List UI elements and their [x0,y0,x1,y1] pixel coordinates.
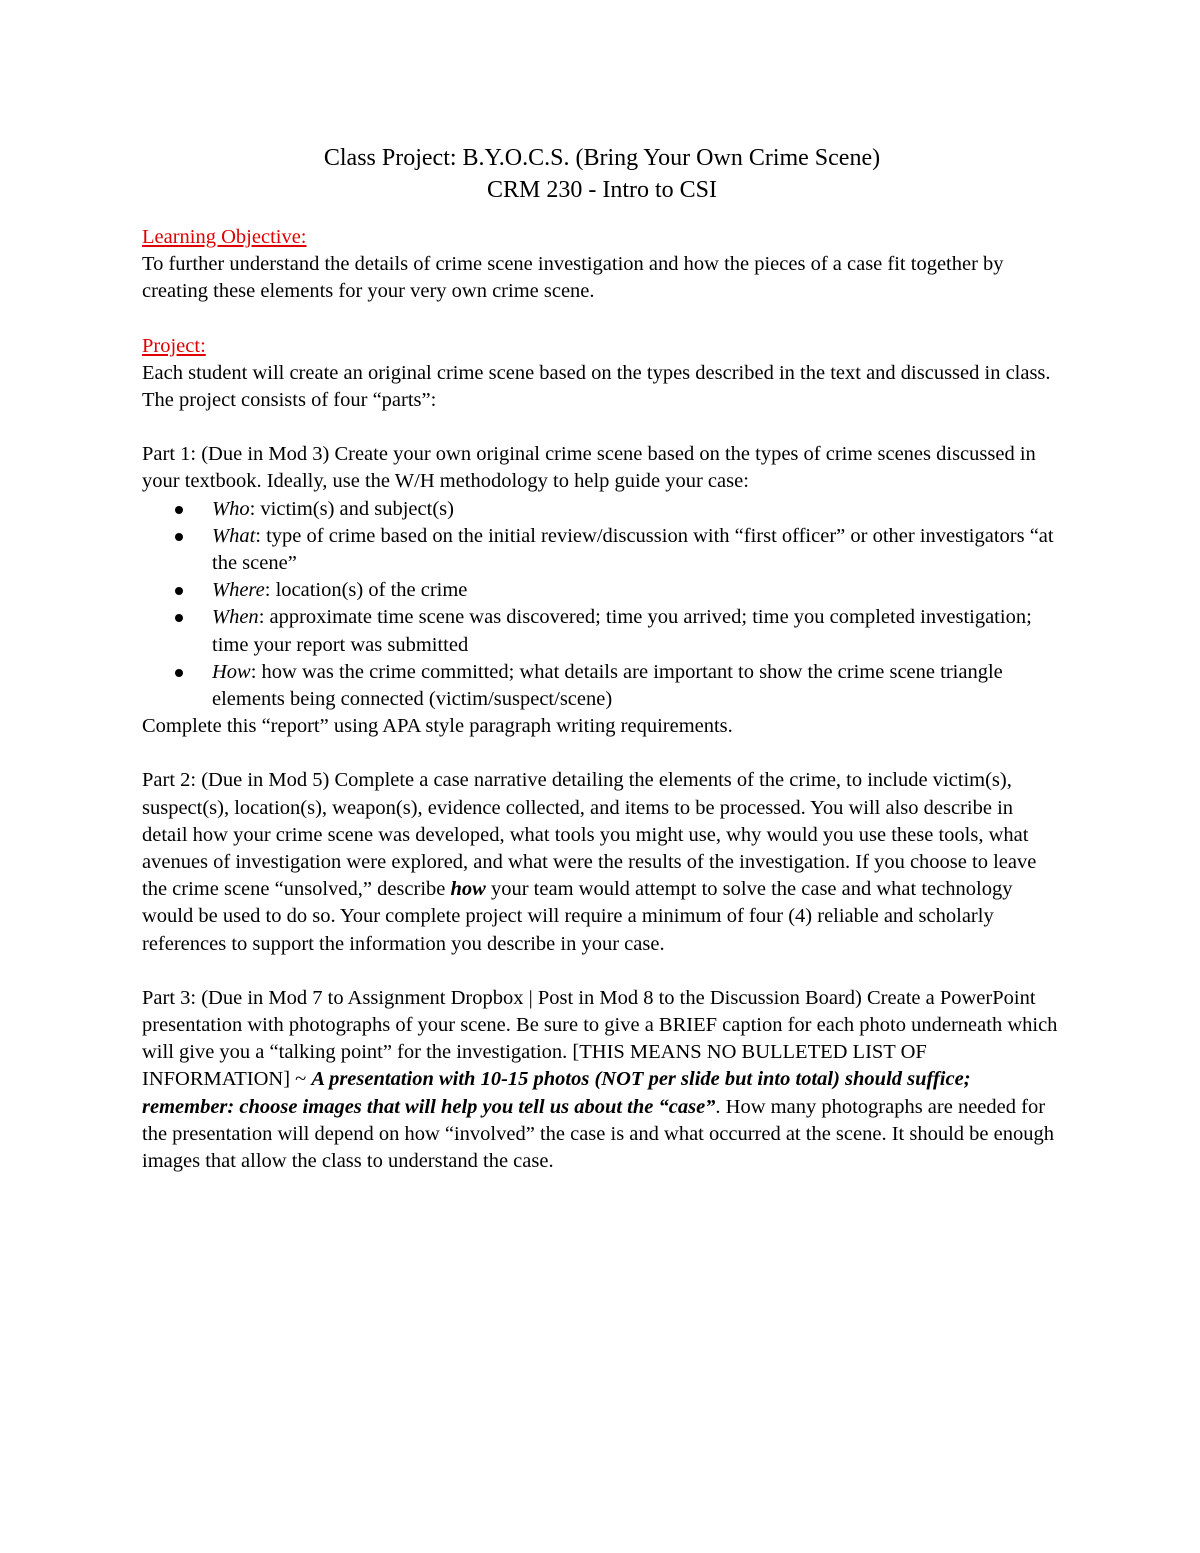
project-heading: Project: [142,334,206,357]
part2-text-a: Part 2: (Due in Mod 5) Complete a case narrative detailing the elements of the crime, to include victim(s), suspect(s), location(s), weapon(s), evidence collected, and items to be processed. You will also describe in detail how your crime scene was developed, what tools you might use, why would you use these tools, what avenues of investigation were explored, and what were the results of the investigation. If you choose to leave the crime scene “unsolved,” describe [142,769,1037,901]
learning-objective-section [142,224,1062,306]
document-title: Class Project: B.Y.O.C.S. (Bring Your Own Crime Scene) [323,145,881,171]
list-item-text: : victim(s) and subject(s) [249,497,454,520]
bullet-icon [175,614,183,622]
part3-section [142,985,1062,1175]
part2-section [142,767,1062,957]
list-item-text: : approximate time scene was discovered; time you arrived; time you completed investigation; time your report was submitted [212,606,1032,656]
list-item [142,523,1062,577]
list-item-text: : type of crime based on the initial review/discussion with “first officer” or other investigators “at the scene” [212,524,1054,575]
learning-objective-text: To further understand the details of crime scene investigation and how the pieces of a case fit together by creating these elements for your very own crime scene. [142,253,1004,303]
part3-emphasis: A presentation with 10-15 photos (NOT per slide but into total) should suffice; remember: choose images that will help you tell us about the “case” [142,1068,971,1118]
document-body [142,142,1062,1202]
list-item [142,577,1062,604]
bullet-icon [175,587,183,595]
part3-text-a: Part 3: (Due in Mod 7 to Assignment Dropbox | Post in Mod 8 to the Discussion Board) Create a PowerPoint presentation with photographs of your scene. Be sure to give a BRIEF caption for each photo underneath which will give you a “talking point” for the investigation. [THIS MEANS NO BULLETED LIST OF INFORMATION] ~ [142,986,1058,1091]
part1-intro: Part 1: (Due in Mod 3) Create your own original crime scene based on the types of crime scenes discussed in your textbook. Ideally, use the W/H methodology to help guide your case: [142,443,1036,493]
part2-text-b: your team would attempt to solve the case and what technology would be used to do so. Your complete project will require a minimum of four (4) reliable and scholarly references to support the information you describe in your case. [142,878,1013,955]
part1-section [142,441,1062,740]
bullet-icon [175,533,183,541]
list-item-text: : location(s) of the crime [264,579,468,602]
list-item [142,496,1062,523]
wh-methodology-list [142,496,1062,714]
part3-text-b: . How many photographs are needed for the presentation will depend on how “involved” the case is and what occurred at the scene. It should be enough images that allow the class to understand the case. [142,1095,1054,1173]
list-item-term: When [212,606,259,629]
list-item-text: : how was the crime committed; what details are important to show the crime scene triangle elements being connected (victim/suspect/scene) [212,660,1003,711]
project-text: Each student will create an original crime scene based on the types described in the text and discussed in class. The project consists of four “parts”: [142,361,1051,412]
list-item [142,659,1062,713]
title-block [142,142,1062,206]
list-item-term: Who [212,497,250,520]
list-item [142,604,1062,658]
list-item-term: How [212,660,251,683]
part2-emphasis: how [450,878,486,901]
list-item-term: Where [212,579,265,602]
project-section [142,333,1062,415]
course-title: CRM 230 - Intro to CSI [486,177,717,203]
bullet-icon [175,506,183,514]
learning-objective-heading: Learning Objective: [142,226,307,248]
part1-closing: Complete this “report” using APA style paragraph writing requirements. [142,715,733,738]
list-item-term: What [212,524,256,547]
bullet-icon [175,669,183,677]
